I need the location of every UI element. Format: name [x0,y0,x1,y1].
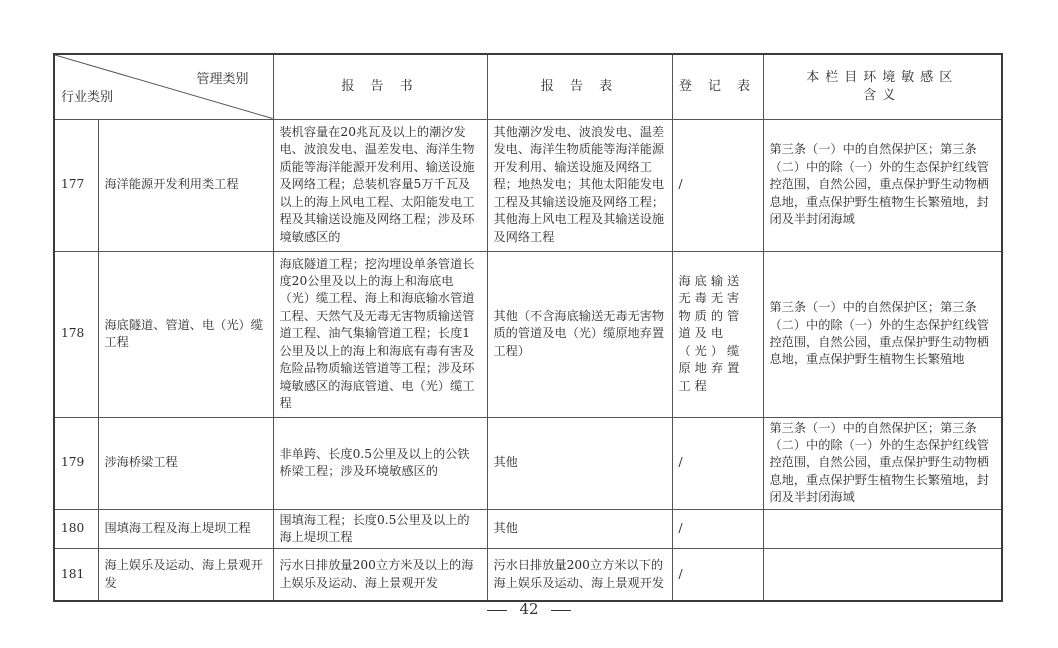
row-number: 177 [54,119,98,251]
header-env-sensitive-line2: 含义 [863,87,902,103]
env-sensitive-cell: 第三条（一）中的自然保护区；第三条（二）中的除（一）外的生态保护红线管控范围，自然公园，重点保护野生动物栖息地，重点保护野生植物生长繁殖地，封闭及半封闭海域 [763,119,1002,251]
table-row [54,509,1002,549]
page-footer [0,600,1058,618]
report-book-cell: 装机容量在20兆瓦及以上的潮汐发电、波浪发电、温差发电、海洋生物质能等海洋能源开发利用、输送设施及网络工程；总装机容量5万千瓦及以上的海上风电工程、太阳能发电工程及其输送设施及网络工程；涉及环境敏感区的 [273,119,487,251]
registration-form-cell: / [672,549,763,601]
header-registration-form: 登 记 表 [672,54,763,119]
registration-form-cell: / [672,119,763,251]
env-sensitive-cell [763,549,1002,601]
report-book-cell: 非单跨、长度0.5公里及以上的公铁桥梁工程；涉及环境敏感区的 [273,417,487,509]
row-number: 178 [54,251,98,417]
header-diagonal-cell [54,54,273,119]
env-sensitive-cell [763,509,1002,549]
header-report-form: 报 告 表 [487,54,672,119]
env-sensitive-cell: 第三条（一）中的自然保护区；第三条（二）中的除（一）外的生态保护红线管控范围，自然公园，重点保护野生动物栖息地，重点保护野生植物生长繁殖地 [763,251,1002,417]
table-row [54,119,1002,251]
registration-form-cell: / [672,509,763,549]
industry-name: 海洋能源开发利用类工程 [98,119,273,251]
row-number: 179 [54,417,98,509]
table-row [54,549,1002,601]
report-form-cell: 其他 [487,417,672,509]
header-env-sensitive-line1: 本栏目环境敏感区 [806,70,959,86]
page-number: 42 [519,600,539,618]
table-row [54,417,1002,509]
report-form-cell: 污水日排放量200立方米以下的海上娱乐及运动、海上景观开发 [487,549,672,601]
row-number: 181 [54,549,98,601]
report-form-cell: 其他 [487,509,672,549]
report-book-cell: 污水日排放量200立方米及以上的海上娱乐及运动、海上景观开发 [273,549,487,601]
header-management-category: 管理类别 [196,72,249,87]
eia-classification-table [53,53,1003,602]
header-env-sensitive [763,54,1002,119]
row-number: 180 [54,509,98,549]
header-report-book: 报 告 书 [273,54,487,119]
industry-name: 海上娱乐及运动、海上景观开发 [98,549,273,601]
industry-name: 海底隧道、管道、电（光）缆工程 [98,251,273,417]
registration-form-cell: / [672,417,763,509]
env-sensitive-cell: 第三条（一）中的自然保护区；第三条（二）中的除（一）外的生态保护红线管控范围，自然公园，重点保护野生动物栖息地，重点保护野生植物生长繁殖地，封闭及半封闭海域 [763,417,1002,509]
header-industry-category: 行业类别 [61,90,114,106]
industry-name: 涉海桥梁工程 [98,417,273,509]
report-form-cell: 其他（不含海底输送无毒无害物质的管道及电（光）缆原地弃置工程） [487,251,672,417]
table-row [54,251,1002,417]
industry-name: 围填海工程及海上堤坝工程 [98,509,273,549]
report-book-cell: 海底隧道工程；挖沟埋设单条管道长度20公里及以上的海上和海底电（光）缆工程、海上和海底输水管道工程、天然气及无毒无害物质输送管道工程、油气集输管道工程；长度1公里及以上的海上和海底有毒有害及危险品物质输送管道等工程；涉及环境敏感区的海底管道、电（光）缆工程 [273,251,487,417]
registration-form-cell: 海底输送无毒无害物质的管道及电（光）缆原地弃置工程 [672,251,763,417]
report-book-cell: 围填海工程；长度0.5公里及以上的海上堤坝工程 [273,509,487,549]
footer-dash-right [551,610,571,611]
table-header-row [54,54,1002,119]
report-form-cell: 其他潮汐发电、波浪发电、温差发电、海洋生物质能等海洋能源开发利用、输送设施及网络工程；地热发电；其他太阳能发电工程及其输送设施及网络工程；其他海上风电工程及其输送设施及网络工程 [487,119,672,251]
footer-dash-left [487,610,507,611]
